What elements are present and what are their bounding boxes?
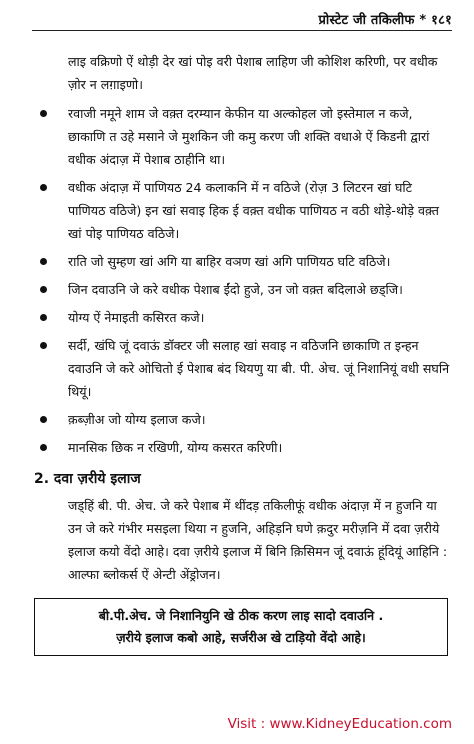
intro-paragraph: लाइ वक्रिणो ऐं थोड़ी देर खां पोइ वरी पेशाब लाहिण जी कोशिश करिणी, पर वधीक ज़ोर न लग़ाइणो। — [68, 54, 438, 92]
list-item-text: रवाजी नमूने शाम जे वक़्त दरम्यान केफीन या अल्कोहल जो इस्तेमाल न कजे, छाकाणि त उहे मसाने जे मुशकिन जी कमु करण जी शक्ति वधाअे ऐं किडनी द्वारां वधीक अंदाज़ में पेशाब ठाहीनि था। — [68, 106, 430, 167]
list-item-text: योग्य ऐं नेमाइती कसिरत कजे। — [68, 310, 205, 325]
list-item-text: जिन दवाउनि जे करे वधीक पेशाब ईंदो हुजे, उन जो वक़्त बदिलाअे छड्जि। — [68, 282, 403, 297]
list-item — [32, 306, 450, 329]
list-item-text: सर्दी, खंघि जूं दवाऊं डॉक्टर जी सलाह खां सवाइ न वठिजनि छाकाणि त इन्हन दवाउनि जे करे ओचितो ई पेशाब बंद थियणु या बी. पी. अेच. जूं निशानियूं वधी सघनि थियूं। — [68, 338, 450, 399]
list-item-text: मानसिक छिक न रखिणी, योग्य कसरत करिणी। — [68, 440, 283, 455]
list-item — [32, 334, 450, 403]
list-item — [32, 436, 450, 459]
list-item — [32, 250, 450, 273]
bullet-icon — [40, 314, 47, 321]
bullet-icon — [40, 110, 47, 117]
bullet-icon — [40, 258, 47, 265]
section-heading: 2. दवा ज़रीये इलाज — [34, 471, 141, 487]
bullet-icon — [40, 286, 47, 293]
list-item-text: राति जो सुम्हण खां अगि या बाहिर वञण खां अगि पाणियठ घटि वठिजे। — [68, 254, 391, 269]
note-box — [34, 598, 448, 656]
page-content — [32, 50, 450, 656]
bullet-icon — [40, 184, 47, 191]
note-box-line-2: ज़रीये इलाज कबो आहे, सर्जरीअ खे टाड़ियो वेंदो आहे। — [116, 630, 366, 645]
list-item-text: वधीक अंदाज़ में पाणियठ 24 कलाकनि में न वठिजे (रोज़ 3 लिटरन खां घटि पाणियठ वठिजे) इन खां सवाइ हिक ई वक़्त वधीक पाणियठ न वठी थोड़े-थोड़े वक़्त खां पोइ पाणियठ वठिजे। — [68, 180, 439, 241]
note-box-line-1: बी.पी.अेच. जे निशानियुनि खे ठीक करण लाइ सादो दवाउनि . — [98, 608, 384, 623]
bullet-icon — [40, 444, 47, 451]
section-paragraph: जड्हिं बी. पी. अेच. जे करे पेशाब में थींदड़ तकिलीफूं वधीक अंदाज़ में न हुजनि या उन जे करे गंभीर मसइला थिया न हुजनि, अहिड़नि घणे क़दुर मरीज़नि में दवा ज़रीये इलाज कयो वेंदो आहे। दवा ज़रीये इलाज में बिनि क़िसिमन जूं दवाऊं हूंदियूं आहिनि : आल्फा ब्लोकर्स ऐं अेन्टी अेंड्रोजन। — [68, 498, 448, 582]
list-item — [32, 176, 450, 245]
list-item — [32, 278, 450, 301]
running-header: प्रोस्टेट जी तकिलीफ * १८१ — [318, 13, 452, 28]
list-item-text: क़ब्ज़ीअ जो योग्य इलाज कजे। — [68, 412, 206, 427]
bullet-icon — [40, 416, 47, 423]
tips-list — [32, 102, 450, 459]
list-item — [32, 408, 450, 431]
list-item — [32, 102, 450, 171]
footer-website-link[interactable]: Visit : www.KidneyEducation.com — [227, 716, 452, 732]
bullet-icon — [40, 342, 47, 349]
header-divider — [32, 30, 452, 31]
